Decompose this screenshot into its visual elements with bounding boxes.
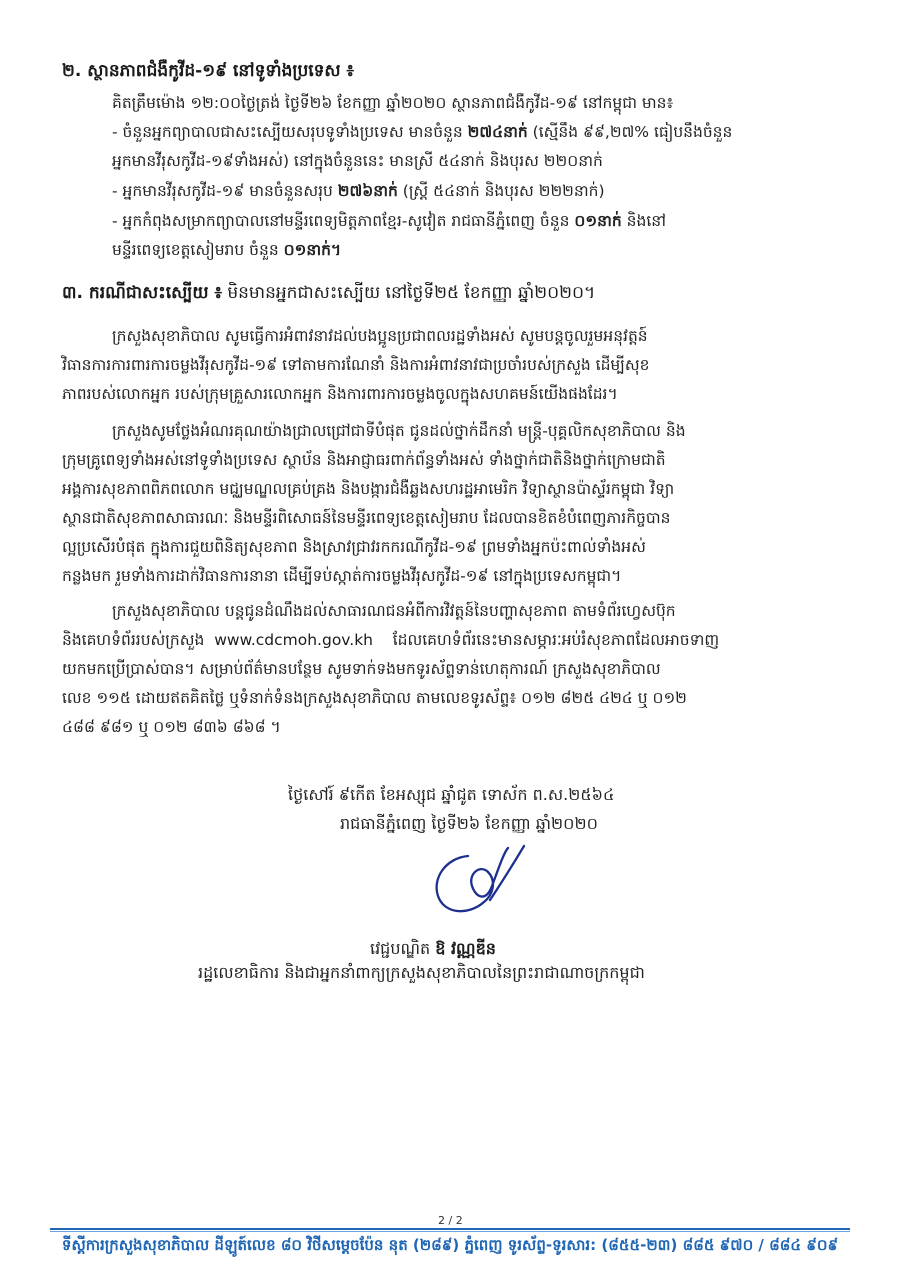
paragraph-2-line-3: អង្គការសុខភាពពិភពលោក មជ្ឈមណ្ឌលគ្រប់គ្រង និងបង្ការជំងឺឆ្លងសហរដ្ឋអាមេរិក វិទ្យាស្ថានប៉ាស្ទ័រកម្ពុជា វិទ្យា — [62, 480, 675, 498]
paragraph-3-line-5: ៤៨៨ ៩៨១ ឬ ០១២ ៨៣៦ ៨៦៨ ។ — [62, 718, 281, 736]
paragraph-3-line-3: យកមកប្រើប្រាស់បាន។ សម្រាប់ព័ត៌មានបន្ថែម សូមទាក់ទងមកទូរស័ព្ទទាន់ហេតុការណ៍ ក្រសួងសុខាភិបាល — [62, 660, 661, 678]
ministry-website-link[interactable]: www.cdcmoh.gov.kh — [214, 631, 374, 649]
hospitalized-count-1: ០១នាក់ — [574, 212, 622, 230]
paragraph-3-line-4: លេខ ១១៥ ដោយឥតគិតថ្លៃ ឬទំនាក់ទំនងក្រសួងសុខាភិបាល តាមលេខទូរស័ព្ទ៖ ០១២ ៨២៥ ៤២៤ ឬ ០១២ — [62, 689, 687, 707]
section-2-line-5: - អ្នកកំពុងសម្រាកព្យាបាលនៅមន្ទីរពេទ្យមិត្តភាពខ្មែរ-សូវៀត រាជធានីភ្នំពេញ ចំនួន ០១នាក់ និងនៅ — [112, 212, 666, 230]
signer-honorific: វេជ្ជបណ្ឌិត — [370, 939, 431, 958]
section-2-line-2: - ចំនួនអ្នកព្យាបាលជាសះស្បើយសរុបទូទាំងប្រទេស មានចំនួន ២៧៤នាក់ (ស្មើនឹង ៩៩,២៧% ធៀបនឹងចំនួន — [112, 123, 733, 141]
paragraph-2-line-2: ក្រុមគ្រូពេទ្យទាំងអស់នៅទូទាំងប្រទេស ស្ថាប័ន និងអាជ្ញាធរពាក់ព័ន្ធទាំងអស់ ទាំងថ្នាក់ជាតិនិងថ្នាក់ក្រោមជាតិ — [62, 451, 666, 469]
paragraph-3-line-1: ក្រសួងសុខាភិបាល បន្តជូនដំណឹងដល់សាធារណជនអំពីការវិវត្តន៍នៃបញ្ហាសុខភាព តាមទំព័រហ្វេសប៊ុក — [112, 602, 676, 620]
signer-fullname: ឱ វណ្ណឌីន — [435, 939, 496, 958]
section-3-number: ៣. — [62, 283, 83, 303]
footer-divider — [50, 1228, 850, 1230]
section-3-heading — [62, 282, 595, 307]
section-3-title: ករណីជាសះស្បើយ ៖ — [88, 283, 222, 303]
signer-name — [370, 938, 496, 962]
paragraph-3-line-2: និងគេហទំព័ររបស់ក្រសួង www.cdcmoh.gov.kh ដែលគេហទំព័រនេះមានសម្ភារៈអប់រំសុខភាពដែលអាចទាញ — [62, 631, 720, 649]
page-number: 2 / 2 — [438, 1214, 463, 1227]
solar-date: រាជធានីភ្នំពេញ ថ្ងៃទី២៦ ខែកញ្ញា ឆ្នាំ២០២០ — [340, 814, 598, 833]
section-2-line-1: គិតត្រឹមម៉ោង ១២:០០ថ្ងៃត្រង់ ថ្ងៃទី២៦ ខែកញ្ញា ឆ្នាំ២០២០ ស្ថានភាពជំងឺកូវីដ-១៩ នៅកម្ពុជា មាន៖ — [112, 94, 674, 112]
section-3-text: មិនមានអ្នកជាសះស្បើយ នៅថ្ងៃទី២៥ ខែកញ្ញា ឆ្នាំ២០២០។ — [221, 283, 596, 303]
paragraph-1-line-3: ភាពរបស់លោកអ្នក របស់ក្រុមគ្រួសារលោកអ្នក និងការពារការចម្លងចូលក្នុងសហគមន៍យើងផងដែរ។ — [62, 385, 618, 403]
paragraph-2-line-6: កន្លងមក រួមទាំងការដាក់វិធានការនានា ដើម្បីទប់ស្កាត់ការចម្លងវីរុសកូវីដ-១៩ នៅក្នុងប្រទេសកម្ពុជា។ — [62, 567, 622, 585]
section-2-line-3: អ្នកមានវីរុសកូវីដ-១៩ទាំងអស់) នៅក្នុងចំនួននេះ មានស្រី ៥៤នាក់ និងបុរស ២២០នាក់ — [112, 152, 603, 170]
section-2-line-6: មន្ទីរពេទ្យខេត្តសៀមរាប ចំនួន ០១នាក់។ — [112, 241, 342, 259]
section-2-title: ស្ថានភាពជំងឺកូវីដ-១៩ នៅទូទាំងប្រទេស ៖ — [87, 61, 355, 81]
section-2-line-4: - អ្នកមានវីរុសកូវីដ-១៩ មានចំនួនសរុប ២៧៦នាក់ (ស្ត្រី ៥៤នាក់ និងបុរស ២២២នាក់) — [112, 182, 605, 200]
recovered-count: ២៧៤នាក់ — [467, 123, 528, 141]
signature — [428, 842, 538, 920]
paragraph-1-line-2: វិធានការការពារការចម្លងវីរុសកូវីដ-១៩ ទៅតាមការណែនាំ និងការអំពាវនាវជាប្រចាំរបស់ក្រសួង ដើម្បីសុខ — [62, 356, 650, 374]
paragraph-2-line-5: ល្អប្រសើរបំផុត ក្នុងការជួយពិនិត្យសុខភាព និងស្រាវជ្រាវរកករណីកូវីដ-១៩ ព្រមទាំងអ្នកប៉ះពាល់ទាំងអស់ — [62, 538, 646, 556]
paragraph-2-line-4: ស្ថានជាតិសុខភាពសាធារណៈ និងមន្ទីរពិសោធន៍នៃមន្ទីរពេទ្យខេត្តសៀមរាប ដែលបានខិតខំបំពេញភារកិច្ចបាន — [62, 509, 671, 527]
lunar-date: ថ្ងៃសៅរ៍ ៩កើត ខែអស្សុជ ឆ្នាំជូត ទោស័ក ព.ស.២៥៦៤ — [288, 785, 615, 804]
paragraph-1-line-1: ក្រសួងសុខាភិបាល សូមធ្វើការអំពាវនាវដល់បងប្អូនប្រជាពលរដ្ឋទាំងអស់ សូមបន្តចូលរួមអនុវត្តន៍ — [112, 327, 648, 345]
footer-divider-thin — [50, 1231, 850, 1232]
signer-title: រដ្ឋលេខាធិការ និងជាអ្នកនាំពាក្យក្រសួងសុខាភិបាលនៃព្រះរាជាណាចក្រកម្ពុជា — [198, 963, 645, 982]
hospitalized-count-2: ០១នាក់។ — [283, 241, 342, 259]
total-cases-count: ២៧៦នាក់ — [337, 182, 398, 200]
footer-address: ទីស្តីការក្រសួងសុខាភិបាល ដីឡូត៍លេខ ៨០ វិថីសម្តេចប៉ែន នុត (២៨៩) ភ្នំពេញ ទូរស័ព្ទ-ទូរសារ: (៨៥៥-២៣) ៨៨៥ ៩៧០ / ៨៨៤ ៩០៩ — [61, 1236, 839, 1254]
section-2-heading — [62, 60, 354, 85]
section-2-number: ២. — [62, 61, 82, 81]
paragraph-2-line-1: ក្រសួងសូមថ្លែងអំណរគុណយ៉ាងជ្រាលជ្រៅជាទីបំផុត ជូនដល់ថ្នាក់ដឹកនាំ មន្ត្រី-បុគ្គលិកសុខាភិបាល និង — [112, 422, 686, 440]
